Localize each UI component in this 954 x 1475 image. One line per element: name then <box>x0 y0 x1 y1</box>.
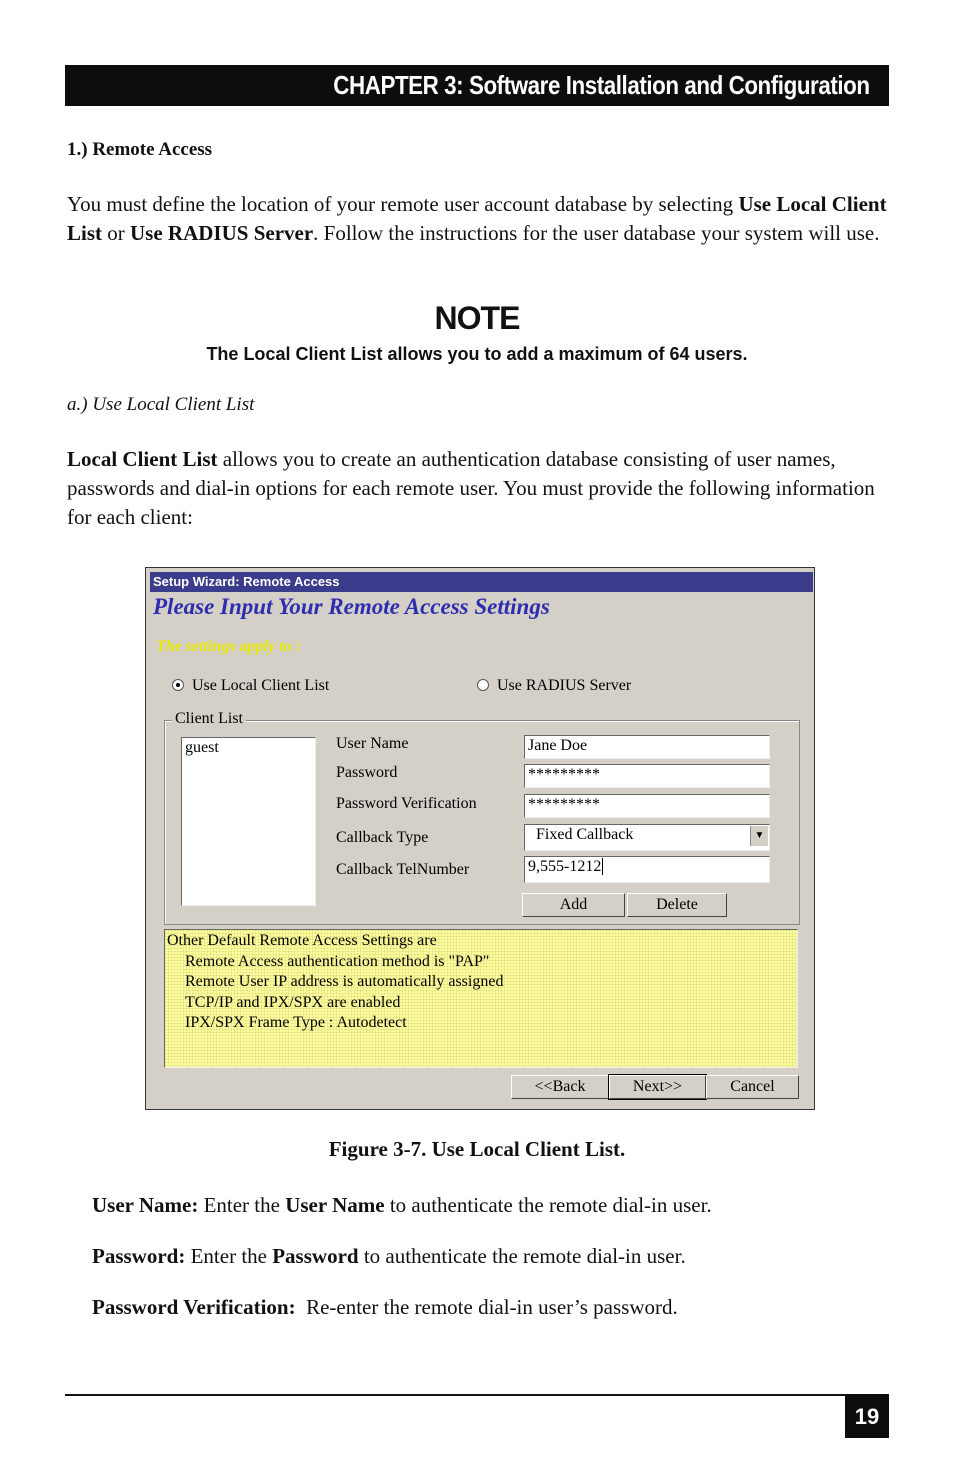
cancel-button[interactable]: Cancel <box>706 1075 799 1099</box>
chevron-down-icon[interactable]: ▼ <box>750 826 768 846</box>
dialog-heading: Please Input Your Remote Access Settings <box>153 594 550 619</box>
list-item[interactable]: guest <box>185 739 219 756</box>
page-number: 19 <box>845 1394 889 1438</box>
definition-user-name: User Name: Enter the User Name to authenticate the remote dial-in user. <box>92 1193 712 1217</box>
default-setting-line: Remote User IP address is automatically assigned <box>185 973 504 990</box>
client-listbox[interactable] <box>181 737 316 906</box>
footer-rule <box>65 1394 845 1396</box>
default-settings-header: Other Default Remote Access Settings are <box>167 932 437 949</box>
note-title: NOTE <box>434 300 520 336</box>
user-name-field[interactable]: Jane Doe <box>524 735 770 759</box>
setup-wizard-dialog <box>145 567 815 1110</box>
client-list-group-label: Client List <box>172 710 246 728</box>
dialog-titlebar: Setup Wizard: Remote Access <box>150 572 813 592</box>
default-setting-line: Remote Access authentication method is "PAP" <box>185 952 490 970</box>
chapter-title: CHAPTER 3: Software Installation and Configuration <box>333 70 870 100</box>
password-verification-field[interactable]: ********* <box>524 794 770 818</box>
default-settings-box <box>164 929 798 1068</box>
figure-caption: Figure 3-7. Use Local Client List. <box>328 1137 626 1161</box>
add-button[interactable]: Add <box>522 893 625 917</box>
chapter-header-bar <box>65 65 889 106</box>
settings-apply-label: The settings apply to : <box>156 638 301 655</box>
definition-password: Password: Enter the Password to authenticate the remote dial-in user. <box>92 1244 686 1268</box>
radio-use-radius-server[interactable]: Use RADIUS Server <box>477 677 631 695</box>
delete-button[interactable]: Delete <box>627 893 727 917</box>
subsection-heading: a.) Use Local Client List <box>67 394 255 415</box>
definition-password-verification: Password Verification: Re-enter the remote dial-in user’s password. <box>92 1295 678 1319</box>
callback-type-select[interactable]: Fixed Callback ▼ <box>524 824 770 851</box>
text-cursor <box>602 858 603 875</box>
bold-use-radius-server: Use RADIUS Server <box>130 221 314 245</box>
bold-use-local-client-list: Use Local Client List <box>67 192 887 245</box>
section-heading: 1.) Remote Access <box>67 139 213 160</box>
password-label: Password <box>336 764 398 781</box>
callback-telnumber-label: Callback TelNumber <box>336 861 470 878</box>
subsection-paragraph: Local Client List allows you to create an authentication database consisting of user names, passwords and dial-in options for each remote user. You must provide the following information for each client: <box>67 447 875 529</box>
user-name-label: User Name <box>336 735 409 752</box>
password-verification-label: Password Verification <box>336 795 477 812</box>
next-button[interactable]: Next>> <box>609 1075 706 1099</box>
default-setting-line: IPX/SPX Frame Type : Autodetect <box>185 1014 407 1031</box>
radio-unselected-icon <box>477 679 489 691</box>
callback-type-label: Callback Type <box>336 829 429 846</box>
radio-selected-icon <box>172 679 184 691</box>
default-setting-line: TCP/IP and IPX/SPX are enabled <box>185 993 401 1011</box>
note-text: The Local Client List allows you to add a maximum of 64 users. <box>206 344 748 364</box>
callback-telnumber-field[interactable]: 9,555-1212 <box>524 856 770 883</box>
intro-paragraph: You must define the location of your remote user account database by selecting Use Local Client List or Use RADIUS Server. Follow the instructions for the user database your system will use. <box>67 192 887 245</box>
back-button[interactable]: <<Back <box>511 1075 609 1099</box>
radio-use-local-client-list[interactable]: Use Local Client List <box>172 677 329 695</box>
password-field[interactable]: ********* <box>524 764 770 788</box>
